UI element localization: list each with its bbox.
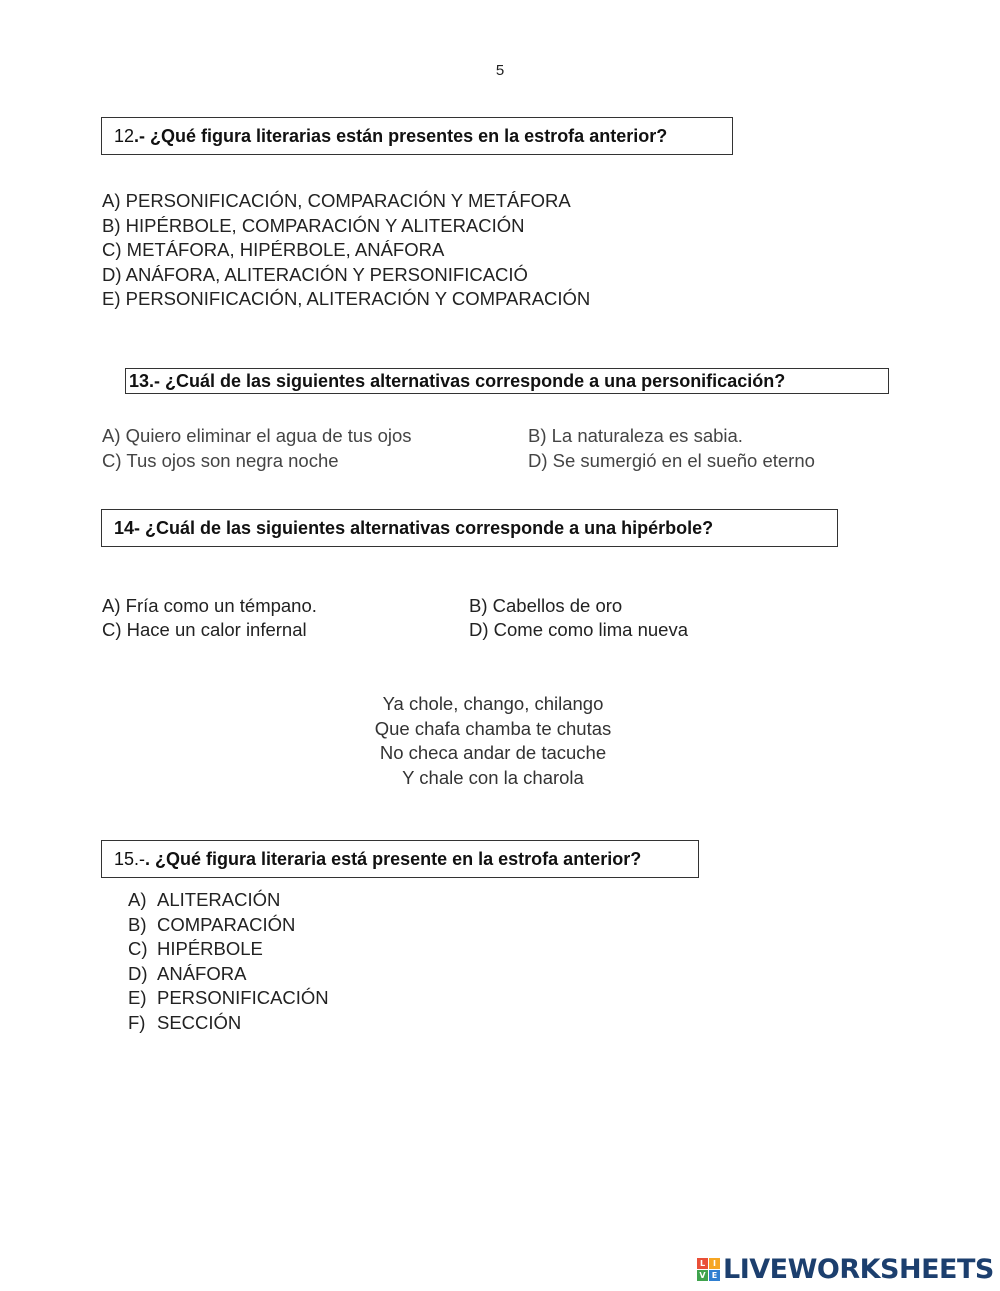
question-14-box [101,509,838,547]
question-12-box [101,117,733,155]
q15-option-e[interactable]: E) PERSONIFICACIÓN [128,987,329,1008]
q15-option-b[interactable]: B) COMPARACIÓN [128,913,296,935]
logo-block: L [697,1258,708,1269]
poem-line: Y chale con la charola [402,766,584,788]
q12-option-d[interactable]: D) ANÁFORA, ALITERACIÓN Y PERSONIFICACIÓ [102,263,528,285]
q15-option-c[interactable]: C) HIPÉRBOLE [128,938,263,959]
liveworksheets-logo[interactable] [697,1254,994,1285]
q12-option-a[interactable]: A) PERSONIFICACIÓN, COMPARACIÓN Y METÁFORA [102,190,571,211]
q14-option-a[interactable]: A) Fría como un témpano. [102,595,317,616]
poem-stanza [0,692,986,790]
logo-block: E [709,1270,720,1281]
q13-option-d[interactable]: D) Se sumergió en el sueño eterno [528,450,815,471]
page-number: 5 [495,62,505,79]
q15-option-d[interactable]: D) ANÁFORA [128,962,247,984]
logo-block: I [709,1258,720,1269]
logo-block: V [697,1270,708,1281]
q13-option-c[interactable]: C) Tus ojos son negra noche [102,450,339,471]
q14-option-c[interactable]: C) Hace un calor infernal [102,619,307,640]
question-14-text: 14- ¿Cuál de las siguientes alternativas corresponde a una hipérbole? [114,517,714,538]
q14-option-b[interactable]: B) Cabellos de oro [469,595,623,616]
q13-option-b[interactable]: B) La naturaleza es sabia. [528,425,743,446]
q12-option-e[interactable]: E) PERSONIFICACIÓN, ALITERACIÓN Y COMPARACIÓN [102,288,591,309]
question-12-text: .- ¿Qué figura literarias están presentes en la estrofa anterior? [134,125,668,146]
question-15-text: . ¿Qué figura literaria está presente en la estrofa anterior? [145,848,642,869]
question-13-box [125,368,889,394]
question-12-options [102,189,590,312]
question-13-text: 13.- ¿Cuál de las siguientes alternativas corresponde a una personificación? [129,370,786,391]
poem-line: Ya chole, chango, chilango [382,693,604,714]
q14-option-d[interactable]: D) Come como lima nueva [469,619,688,640]
logo-blocks-icon [697,1258,720,1281]
poem-line: No checa andar de tacuche [379,742,607,763]
question-15-options [128,888,329,1035]
q13-option-a[interactable]: A) Quiero eliminar el agua de tus ojos [102,425,412,446]
question-15-number: 15.- [114,848,146,869]
question-15-box [101,840,699,878]
poem-line: Que chafa chamba te chutas [374,717,612,739]
q15-option-a[interactable]: A) ALITERACIÓN [128,889,281,910]
question-12-number: 12 [114,125,135,146]
q15-option-f[interactable]: F) SECCIÓN [128,1011,242,1033]
q12-option-b[interactable]: B) HIPÉRBOLE, COMPARACIÓN Y ALITERACIÓN [102,214,525,236]
logo-text: LIVEWORKSHEETS [723,1254,994,1285]
q12-option-c[interactable]: C) METÁFORA, HIPÉRBOLE, ANÁFORA [102,239,445,260]
